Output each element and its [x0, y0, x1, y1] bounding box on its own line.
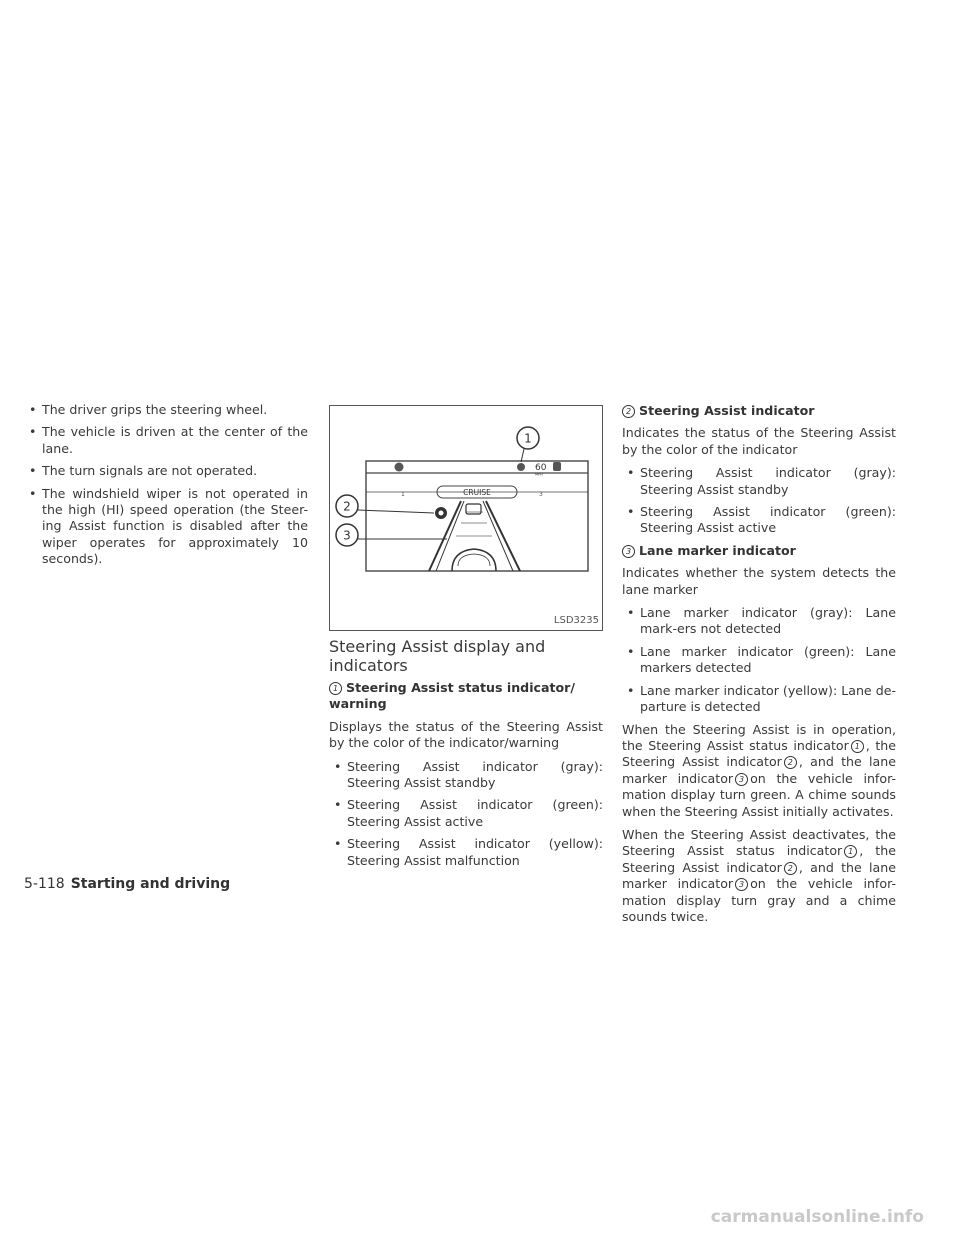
page-number: 5-118 [24, 876, 65, 892]
speed-unit: MPH [535, 472, 543, 477]
list-item: • The turn signals are not operated. [24, 463, 308, 479]
list-item: • The vehicle is driven at the center of the lane. [24, 424, 308, 457]
circled-number-icon: 3 [735, 773, 748, 786]
list-item: • Steering Assist indicator (green): Steering Assist active [622, 504, 896, 537]
lead-vehicle [466, 504, 481, 514]
chapter-title: Starting and driving [70, 876, 231, 892]
circled-number-icon: 1 [851, 740, 864, 753]
cruise-label: CRUISE [463, 488, 491, 497]
circled-number-icon: 2 [784, 862, 797, 875]
item-2-description: Indicates the status of the Steering Assist by the color of the indicator [622, 425, 896, 457]
left-marker: 1 [401, 491, 405, 498]
section-title: Steering Assist display and indicators [329, 637, 546, 675]
circled-number-icon: 3 [735, 878, 748, 891]
item-2-title: Steering Assist indicator [639, 403, 815, 418]
circled-number-icon: 1 [844, 845, 857, 858]
steering-status-icon [517, 463, 525, 471]
page-footer [24, 876, 230, 892]
list-item: • Steering Assist indicator (yellow): Steering Assist malfunction [329, 836, 603, 869]
svg-text:1: 1 [524, 431, 532, 446]
conditions-list [24, 402, 308, 568]
figure-code: LSD3235 [553, 614, 599, 626]
circled-number-icon: 2 [784, 756, 797, 769]
column-right [622, 403, 896, 932]
item-1-description: Displays the status of the Steering Assist by the color of the indicator/warning [329, 718, 603, 751]
item-1-list [329, 759, 603, 869]
item-1-heading [329, 680, 603, 713]
right-marker: 3 [539, 491, 543, 498]
column-middle [329, 405, 603, 875]
watermark: carmanualsonline.info [710, 1207, 924, 1227]
svg-text:3: 3 [343, 528, 351, 543]
list-item: • Steering Assist indicator (gray): Steering Assist standby [622, 465, 896, 498]
item-3-title: Lane marker indicator [639, 542, 796, 558]
item-2-heading [622, 403, 896, 419]
item-3-heading [622, 543, 896, 559]
display-left-icon [395, 463, 404, 472]
item-1-title: Steering Assist status indicator/ warning [329, 680, 575, 712]
item-2-list [622, 465, 896, 537]
vehicle-icon [553, 462, 561, 471]
item-3-list [622, 605, 896, 715]
circled-number-icon: 1 [329, 682, 342, 695]
circled-number-icon: 2 [622, 405, 635, 418]
list-item: • Lane marker indicator (yellow): Lane de-parture is detected [622, 683, 896, 716]
column-left [24, 402, 308, 574]
own-vehicle [452, 549, 496, 571]
list-item: • Steering Assist indicator (green): Steering Assist active [329, 797, 603, 830]
circled-number-icon: 3 [622, 545, 635, 558]
list-item: • Lane marker indicator (green): Lane markers detected [622, 644, 896, 677]
vehicle-info-display-diagram [330, 406, 602, 630]
list-item: • Steering Assist indicator (gray): Steering Assist standby [329, 759, 603, 792]
activation-paragraph: When the Steering Assist is in operation, the Steering Assist status indicator 1 , the Steering Assist indicator 2 , and the lane marker indicator 3 on the vehicle infor-mation display turn green. A chime sounds when the Steering Assist initially activates. [622, 721, 896, 819]
list-item: • The driver grips the steering wheel. [24, 402, 308, 418]
set-speed-value: 60 [535, 463, 547, 473]
item-3-description: Indicates whether the system detects the lane marker [622, 565, 896, 597]
svg-text:2: 2 [343, 499, 351, 514]
deactivation-paragraph: When the Steering Assist deactivates, the Steering Assist status indicator 1 , the Steering Assist indicator 2 , and the lane marker indicator 3 on the vehicle infor-mation display turn gray and a chime sounds twice. [622, 826, 896, 924]
list-item: • Lane marker indicator (gray): Lane mark-ers not detected [622, 605, 896, 638]
list-item: • The windshield wiper is not operated in the high (HI) speed operation (the Steer-ing Assist function is disabled after the wiper operates for approximately 10 seconds). [24, 486, 308, 568]
display-illustration [329, 405, 603, 631]
